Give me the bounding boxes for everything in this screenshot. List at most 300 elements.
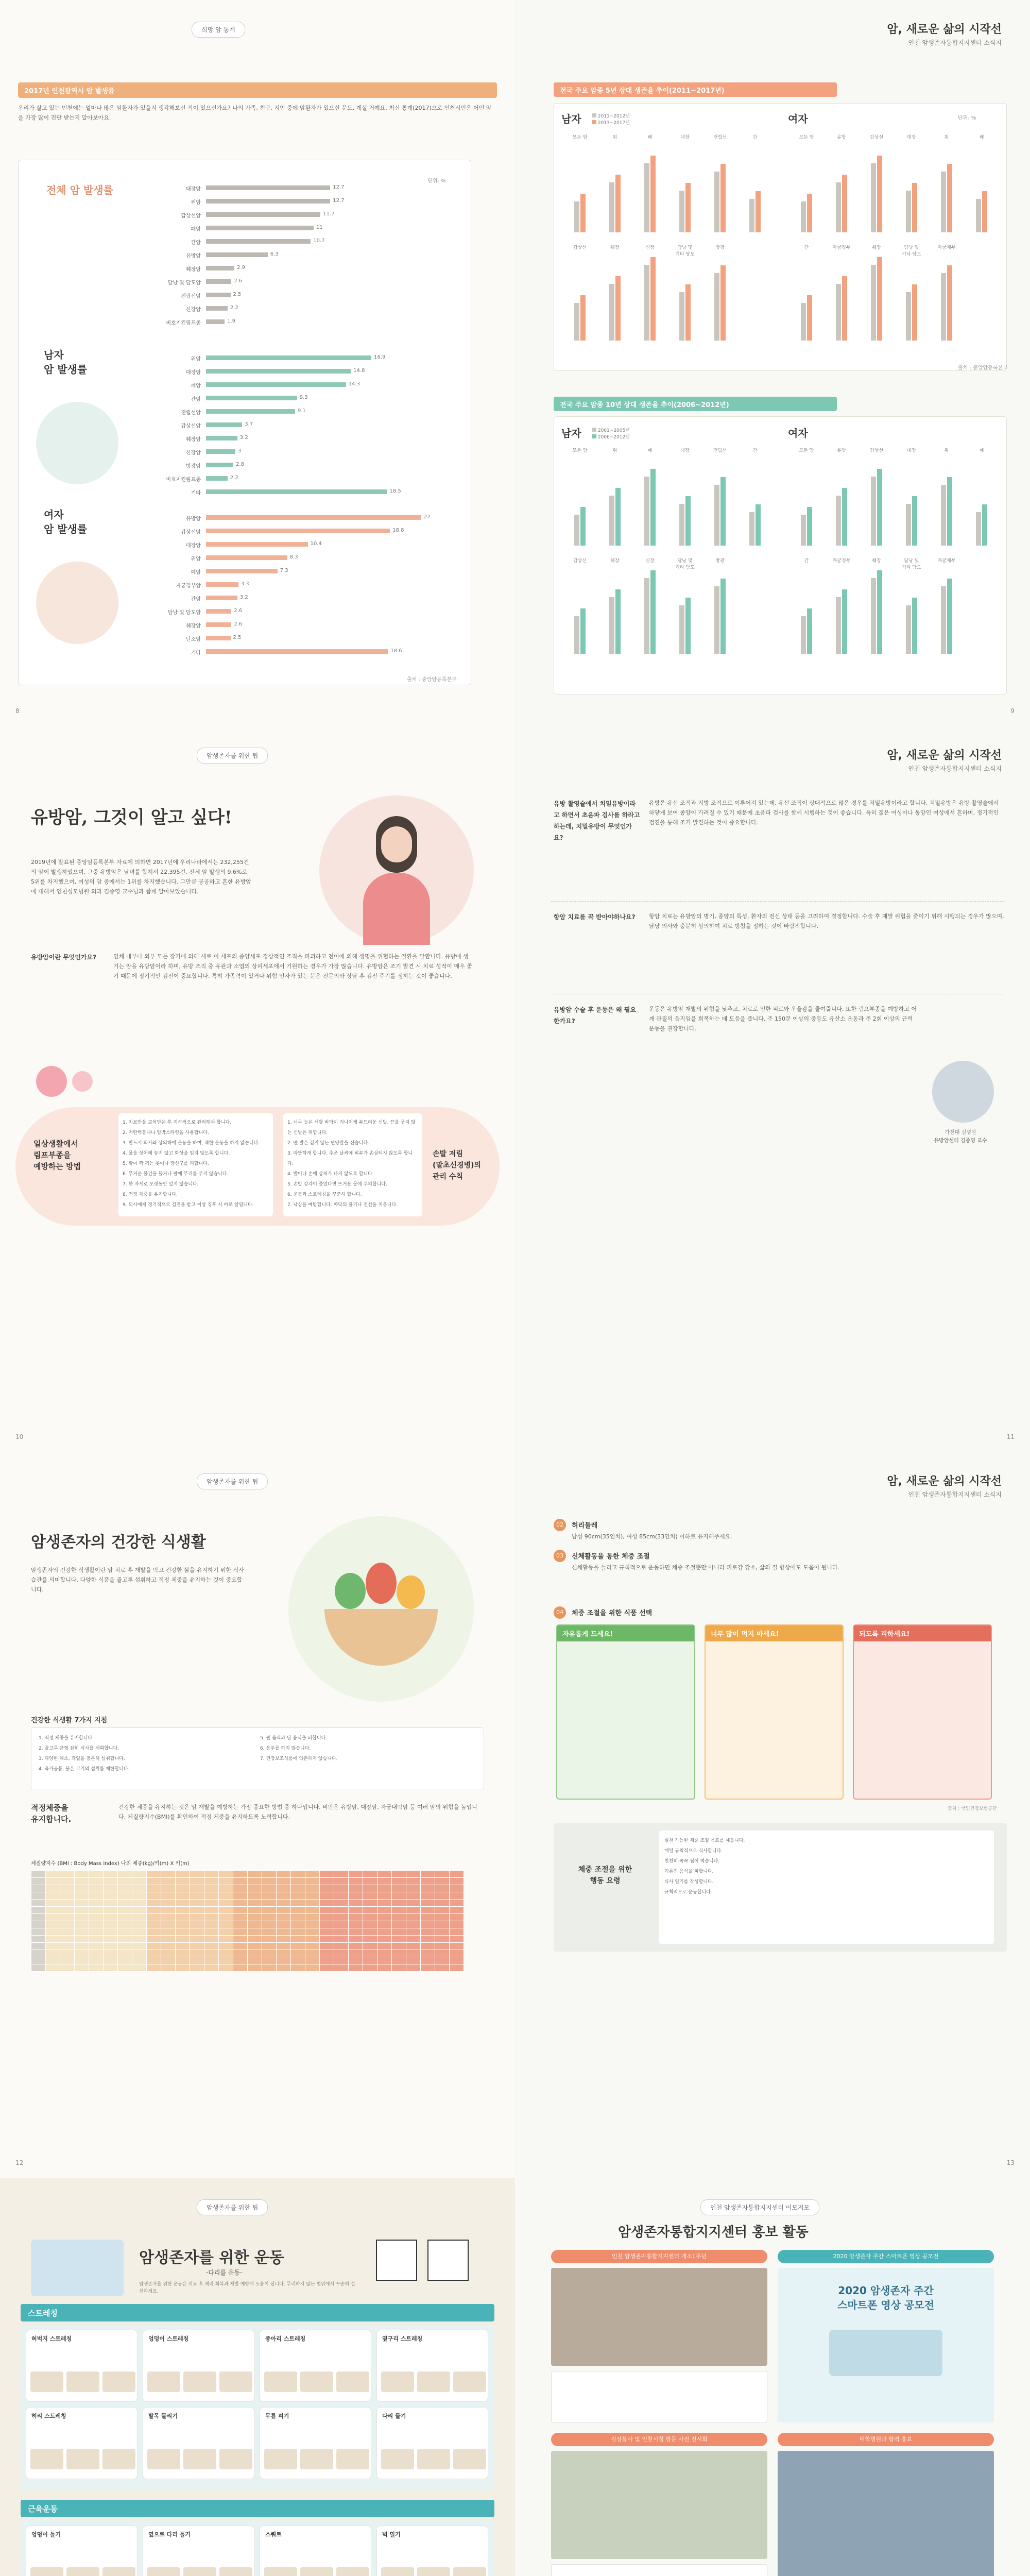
tip-item: 6. 무거운 물건을 들거나 팔에 무리를 주지 않습니다. [123,1172,229,1177]
bmi-cell [31,1936,46,1943]
bmi-cell [104,1950,118,1957]
bmi-cell [176,1936,190,1943]
bar-category-label: 담낭 및 기타 담도 [675,245,695,257]
bmi-cell [204,1871,219,1878]
bmi-cell [392,1957,406,1964]
bmi-cell [450,1950,464,1957]
card-title: 되도록 피하세요! [854,1625,991,1641]
bar-label: 신장암 [186,450,201,456]
bmi-cell [377,1928,392,1936]
exercise-figure [219,2567,252,2576]
bar-label: 비호지킨림프종 [166,320,201,326]
b2-poster [778,2268,994,2422]
bar [982,504,987,546]
bmi-cell [435,1878,450,1885]
bar [574,201,579,232]
bmi-cell [46,1885,60,1892]
exercise-figure [300,2449,333,2469]
exercise-card [260,2526,371,2576]
bmi-cell [147,1885,161,1892]
exercise-figure [30,2371,63,2392]
bmi-cell [132,1900,147,1907]
brand-subtitle: 인천 암생존자통합지지센터 소식지 [908,1491,1002,1498]
bmi-cell [349,1943,363,1950]
exercise-figure [300,2371,333,2392]
bmi-cell [132,1957,147,1964]
bar [842,175,847,232]
food-card-limit [705,1624,844,1800]
bar [756,191,761,232]
bmi-cell [450,1871,464,1878]
bar-category-label: 췌장 [872,245,881,250]
source: 출처 : 국민건강보험공단 [948,1806,997,1811]
bar-category-label: 위 [612,135,617,140]
tip-item: 6. 운동과 스트레칭을 꾸준히 합니다. [287,1192,362,1197]
bar-category-label: 대장 [680,135,690,140]
bar-label: 기타 [191,650,201,656]
bmi-cell [219,1950,233,1957]
bar-value: 18.8 [392,528,404,533]
bar [644,265,649,341]
bar-value: 9.1 [297,408,306,414]
bmi-cell [421,1892,435,1900]
bmi-cell [421,1950,435,1957]
bar-category-label: 신장 [645,245,655,250]
bmi-cell [60,1885,75,1892]
bmi-cell [377,1964,392,1972]
bar [206,555,287,560]
bmi-cell [132,1892,147,1900]
bmi-cell [377,1907,392,1914]
bar [206,266,234,270]
bmi-cell [176,1892,190,1900]
bmi-cell [233,1900,248,1907]
doctor-title: 가천대 길병원 [945,1130,976,1136]
bmi-cell [277,1964,291,1972]
bmi-cell [320,1928,334,1936]
bar [836,284,841,341]
bar-category-label: 폐 [647,135,653,140]
bmi-cell [204,1914,219,1921]
bmi-cell [219,1900,233,1907]
guide-item: 3. 다양한 채소, 과일을 충분히 섭취합니다. [39,1756,125,1761]
bmi-cell [147,1914,161,1921]
bmi-cell [421,1928,435,1936]
q1: 유방 촬영술에서 치밀유방이라고 하면서 초음파 검사를 하라고 하는데, 치밀유방이 무엇인가요? [554,800,640,841]
guide-item: 7. 건강보조식품에 의존하지 않습니다. [260,1756,338,1761]
bmi-cell [176,1907,190,1914]
bar-label: 전립선암 [181,294,201,299]
bar-label: 췌장암 [186,267,201,273]
chart-10yr [554,416,1007,694]
tip-item: 7. 낙상을 예방합니다. 바닥의 물기나 전선을 치웁니다. [287,1202,398,1208]
exercise-figure [66,2371,99,2392]
exercise-name: 발목 돌리기 [148,2413,178,2419]
bmi-cell [31,1943,46,1950]
bmi-cell [176,1871,190,1878]
exercise-name: 종아리 스트레칭 [265,2335,306,2342]
b4-photo [778,2451,994,2576]
bmi-cell [219,1878,233,1885]
bmi-cell [89,1921,104,1928]
bmi-cell [320,1943,334,1950]
bmi-cell [421,1921,435,1928]
bmi-cell [176,1921,190,1928]
bmi-cell [147,1928,161,1936]
n1-text: 남성 90cm(35인치), 여성 85cm(33인치) 이하로 유지해주세요. [572,1533,732,1540]
bmi-cell [104,1921,118,1928]
bmi-cell [219,1921,233,1928]
bmi-cell [89,1950,104,1957]
bmi-cell [204,1943,219,1950]
bmi-cell [204,1921,219,1928]
bmi-cell [233,1914,248,1921]
bmi-cell [176,1928,190,1936]
bmi-cell [262,1957,277,1964]
bmi-cell [421,1900,435,1907]
bmi-cell [334,1957,349,1964]
exercise-figure [300,2567,333,2576]
bmi-cell [291,1936,305,1943]
bar-category-label: 방광 [715,245,725,250]
bmi-cell [176,1900,190,1907]
bmi-cell [377,1914,392,1921]
bmi-cell [334,1871,349,1878]
exercise-figure [102,2371,135,2392]
bmi-cell [60,1936,75,1943]
bmi-cell [219,1871,233,1878]
bmi-cell [421,1907,435,1914]
bmi-cell [219,1892,233,1900]
bmi-cell [334,1892,349,1900]
bar [206,596,237,600]
bmi-cell [291,1928,305,1936]
guide-box [31,1727,484,1789]
bmi-cell [104,1878,118,1885]
bmi-cell [118,1892,132,1900]
bar [906,605,911,654]
bmi-cell [161,1943,176,1950]
bmi-cell [349,1885,363,1892]
bar-category-label: 모든 암 [572,448,588,453]
tip-item: 3. 따뜻하게 합니다. 추운 날씨에 피부가 손상되지 않도록 합니다. [287,1151,413,1166]
bmi-cell [406,1950,421,1957]
bmi-cell [392,1900,406,1907]
exercise-figure [417,2567,450,2576]
bmi-cell [320,1878,334,1885]
bar [574,616,579,654]
bar-category-label: 갑상선 [573,245,587,250]
bar-value: 12.7 [333,198,345,204]
female-title: 여자 암 발생률 [44,509,88,535]
bmi-cell [450,1907,464,1914]
bmi-cell [89,1957,104,1964]
b2-title: 2020 암생존자 주간 스마트폰 영상 공모전 [778,2250,994,2263]
brand [887,747,1002,773]
page-number: 8 [15,707,20,715]
bmi-cell [334,1921,349,1928]
bar [714,586,719,654]
bmi-cell [176,1914,190,1921]
exercise-figure [453,2371,486,2392]
exercise-card [26,2330,138,2402]
bmi-cell [421,1936,435,1943]
male-illustration [36,402,118,484]
bmi-cell [291,1885,305,1892]
bar-label: 췌장암 [186,437,201,443]
bmi-cell [60,1928,75,1936]
bmi-cell [118,1936,132,1943]
bar [877,257,882,341]
exercise-figure [381,2449,414,2469]
bmi-cell [392,1964,406,1972]
bar [714,273,719,341]
bmi-cell [132,1964,147,1972]
page-number: 13 [1006,2159,1015,2166]
bar-category-label: 전립선 [713,135,727,140]
bar [206,306,228,311]
bmi-cell [190,1936,204,1943]
bmi-cell [377,1936,392,1943]
bmi-cell [60,1957,75,1964]
bmi-cell [132,1950,147,1957]
bmi-cell [233,1878,248,1885]
bmi-cell [305,1943,320,1950]
bar [679,504,684,546]
bar [206,355,371,360]
exercise-card [143,2526,254,2576]
bmi-cell [31,1871,46,1878]
bmi-cell [248,1914,262,1921]
bmi-cell [392,1892,406,1900]
guide-item: 6. 음주를 하지 않습니다. [260,1746,311,1751]
bmi-cell [305,1950,320,1957]
bmi-cell [147,1878,161,1885]
bmi-cell [277,1943,291,1950]
bmi-cell [334,1964,349,1972]
bar [685,284,691,341]
b3-text [551,2564,767,2576]
bmi-cell [60,1950,75,1957]
bmi-cell [363,1943,377,1950]
doctor-photo [932,1061,994,1123]
bmi-cell [176,1957,190,1964]
bar-value: 2.9 [237,265,245,270]
bmi-cell [377,1878,392,1885]
bmi-cell [233,1943,248,1950]
bar-label: 신장암 [186,307,201,313]
bmi-cell [219,1957,233,1964]
bar [206,529,390,533]
page-9 [515,0,1030,726]
bmi-cell [291,1892,305,1900]
bmi-cell [334,1900,349,1907]
bar [912,284,917,341]
bar [580,295,586,341]
card-title: 자유롭게 드세요! [557,1625,694,1641]
bmi-cell [233,1907,248,1914]
bmi-cell [248,1907,262,1914]
bar-value: 18.6 [390,648,402,654]
qr-code-2[interactable] [427,2240,469,2281]
bmi-cell [176,1943,190,1950]
bar-category-label: 유방 [837,135,846,140]
bmi-cell [349,1871,363,1878]
bmi-cell [363,1950,377,1957]
bar-label: 폐암 [191,570,201,575]
stretch-grid [21,2325,494,2489]
section-10yr: 전국 주요 암종 10년 상대 생존율 추이(2006~2012년) [554,397,837,411]
page-8 [0,0,515,726]
bmi-cell [363,1914,377,1921]
bmi-cell [89,1936,104,1943]
bmi-cell [248,1885,262,1892]
bar [976,512,981,546]
bmi-cell [435,1957,450,1964]
tips-list-left [118,1113,273,1216]
guide-item: 5. 짠 음식과 탄 음식을 피합니다. [260,1736,328,1741]
bmi-cell [132,1871,147,1878]
bmi-cell [262,1964,277,1972]
exercise-figure [102,2449,135,2469]
bar [206,609,231,614]
bmi-cell [132,1936,147,1943]
bmi-cell [349,1900,363,1907]
bmi-cell [89,1928,104,1936]
exercise-figure [30,2449,63,2469]
bmi-cell [334,1943,349,1950]
bmi-cell [118,1914,132,1921]
bar-category-label: 간 [804,245,809,250]
bmi-cell [435,1885,450,1892]
bar-category-label: 폐 [979,135,984,140]
bmi-cell [75,1885,89,1892]
bar [206,279,231,284]
bmi-cell [147,1964,161,1972]
bmi-cell [421,1957,435,1964]
muscle-title: 근육운동 [21,2500,494,2517]
bmi-cell [363,1921,377,1928]
bmi-cell [46,1950,60,1957]
exercise-name: 엉덩이 들기 [31,2531,61,2538]
bmi-cell [31,1900,46,1907]
exercise-name: 옆구리 스트레칭 [382,2335,423,2342]
bar [206,449,235,454]
bmi-cell [291,1871,305,1878]
b1-title: 인천 암생존자통합지지센터 개소1주년 [551,2250,767,2263]
bar [206,239,311,244]
bmi-cell [392,1921,406,1928]
bmi-cell [363,1957,377,1964]
bar [941,586,946,654]
bmi-cell [363,1885,377,1892]
bmi-cell [406,1943,421,1950]
bmi-title: 체질량지수 (BMI : Body Mass Index) 나의 체중(kg)/키(m) X 키(m) [31,1861,190,1867]
page-tag: 암생존자를 위한 팁 [197,748,268,764]
card-title: 너무 많이 먹지 마세요! [706,1625,843,1641]
bar [912,598,917,654]
bmi-cell [118,1900,132,1907]
bar-label: 자궁경부암 [176,583,201,589]
exercise-figure [147,2567,180,2576]
exercise-figure [417,2371,450,2392]
stretch-title: 스트레칭 [21,2304,494,2321]
bar-value: 3.7 [245,421,253,427]
bar-category-label: 폐 [979,448,984,453]
bmi-cell [46,1892,60,1900]
bmi-cell [262,1885,277,1892]
bar [615,276,621,341]
intro-text: 우리가 살고 있는 인천에는 얼마나 많은 암환자가 있을지 생각해보신 적이 있으신가요? 나의 가족, 친구, 지인 중에 암환자가 있으신 분도, 계실 거예요. 최신 통계(2017)으로 인천시민은 어떤 암을 가장 많이 진단 받는지 알아보아요. [18,105,492,121]
bmi-cell [334,1936,349,1943]
exercise-name: 허리 스트레칭 [31,2413,66,2419]
bmi-cell [161,1936,176,1943]
legend-1: 2011~2012년 [597,114,630,119]
bmi-cell [291,1957,305,1964]
bmi-cell [89,1878,104,1885]
bmi-cell [406,1900,421,1907]
bar [609,496,614,546]
bmi-cell [421,1964,435,1972]
bmi-cell [31,1928,46,1936]
tip-item: 3. 반드시 의사와 상의하에 운동을 하며, 격한 운동을 하지 않습니다. [123,1141,260,1146]
bmi-cell [75,1957,89,1964]
bar-value: 2.2 [230,475,238,481]
bmi-cell [46,1871,60,1878]
bmi-cell [46,1907,60,1914]
bmi-cell [46,1921,60,1928]
bar-label: 유방암 [186,253,201,259]
tip-item: 4. 물을 상처에 놓지 않고 화상을 입지 않도록 합니다. [123,1151,230,1156]
bar [615,175,621,232]
bmi-cell [60,1943,75,1950]
exercise-figure [66,2449,99,2469]
bmi-cell [377,1957,392,1964]
exercise-name: 엉덩이 스트레칭 [148,2335,189,2342]
bar [574,515,579,546]
bmi-cell [392,1928,406,1936]
bar [206,649,388,654]
bmi-cell [118,1921,132,1928]
bmi-cell [104,1957,118,1964]
tip-item: 5. 팔이 꽉 끼는 옷이나 장신구를 피합니다. [123,1161,209,1166]
bmi-cell [406,1885,421,1892]
tip-item: 8. 적정 체중을 유지합니다. [123,1192,178,1197]
bar [206,396,297,400]
bmi-cell [248,1871,262,1878]
bar-category-label: 갑상선 [869,448,884,453]
bar [644,163,649,232]
bmi-cell [277,1907,291,1914]
bmi-cell [262,1871,277,1878]
bar [836,597,841,654]
bmi-cell [31,1957,46,1964]
bmi-cell [392,1871,406,1878]
exercise-figure [264,2371,297,2392]
bmi-cell [147,1871,161,1878]
qr-code-1[interactable] [376,2240,417,2281]
bar-label: 위암 [191,357,201,362]
doctor-name: 유방암센터 김종영 교수 [934,1138,987,1144]
bmi-cell [219,1928,233,1936]
bmi-cell [204,1936,219,1943]
page-title: 암생존자를 위한 운동 [139,2249,284,2267]
bmi-cell [75,1950,89,1957]
bar [206,252,268,257]
bar [842,276,847,341]
bmi-cell [435,1892,450,1900]
bar [206,185,330,190]
